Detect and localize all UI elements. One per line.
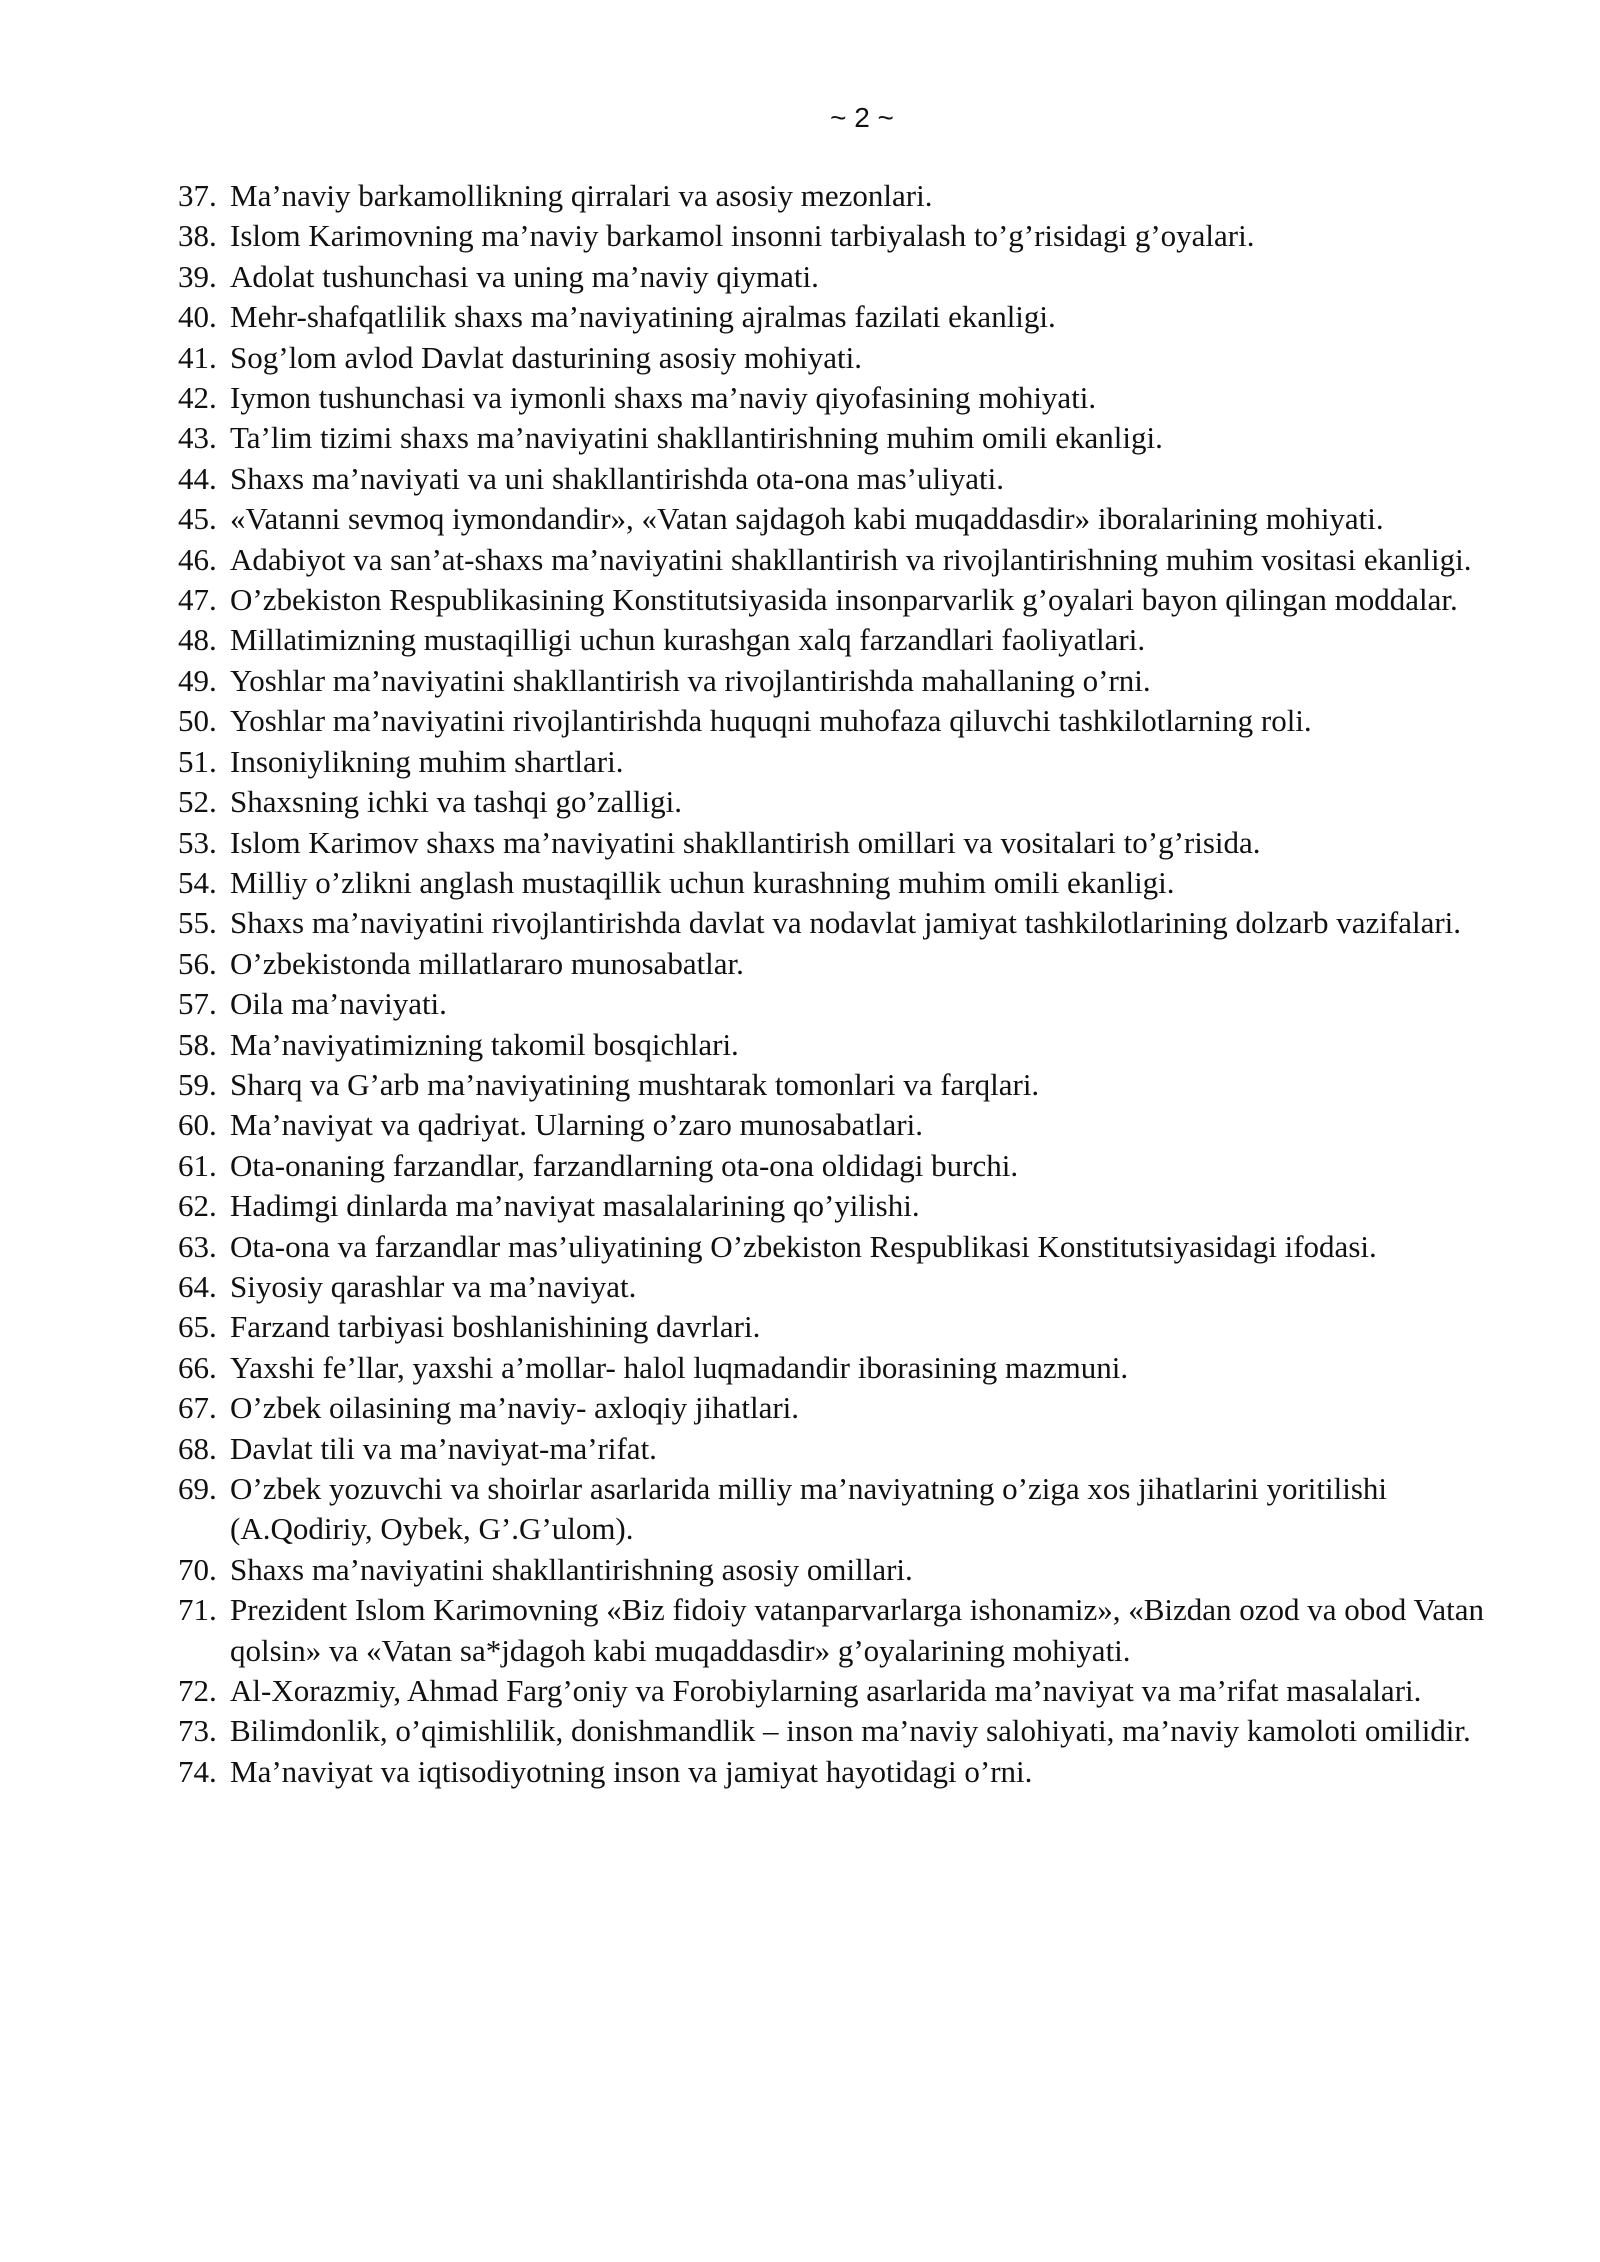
question-number: 72. xyxy=(178,1673,217,1709)
list-item xyxy=(0,944,1600,984)
list-item xyxy=(0,1752,1600,1792)
question-number: 52. xyxy=(178,784,217,820)
question-text: Shaxs ma’naviyatini rivojlantirishda davlat va nodavlat jamiyat tashkilotlarining dolzarb vazifalari. xyxy=(230,905,1462,941)
list-item xyxy=(0,742,1600,782)
list-item xyxy=(0,1469,1600,1550)
question-text: Mehr-shafqatlilik shaxs ma’naviyatining ajralmas fazilati ekanligi. xyxy=(230,299,1056,335)
list-item xyxy=(0,1671,1600,1711)
question-text: Adabiyot va san’at-shaxs ma’naviyatini shakllantirish va rivojlantirishning muhim vositasi ekanligi. xyxy=(230,541,1472,577)
question-number: 64. xyxy=(178,1268,217,1304)
question-text: O’zbek oilasining ma’naviy- axloqiy jihatlari. xyxy=(230,1390,800,1426)
list-item xyxy=(0,216,1600,256)
list-item xyxy=(0,984,1600,1024)
question-number: 68. xyxy=(178,1430,217,1466)
question-text: Farzand tarbiyasi boshlanishining davrlari. xyxy=(230,1309,761,1345)
list-item xyxy=(0,459,1600,499)
question-number: 46. xyxy=(178,541,217,577)
question-text: O’zbekistonda millatlararo munosabatlar. xyxy=(230,945,744,981)
question-number: 65. xyxy=(178,1309,217,1345)
question-text: Yaxshi fe’llar, yaxshi a’mollar- halol luqmadandir iborasining mazmuni. xyxy=(230,1349,1129,1385)
question-number: 62. xyxy=(178,1188,217,1224)
question-number: 63. xyxy=(178,1228,217,1264)
question-text: Al-Xorazmiy, Ahmad Farg’oniy va Forobiylarning asarlarida ma’naviyat va ma’rifat masalalari. xyxy=(230,1673,1422,1709)
list-item xyxy=(0,499,1600,539)
question-number: 61. xyxy=(178,1147,217,1183)
question-text: Ta’lim tizimi shaxs ma’naviyatini shakllantirishning muhim omili ekanligi. xyxy=(230,420,1163,456)
question-text: Adolat tushunchasi va uning ma’naviy qiymati. xyxy=(230,258,819,294)
question-number: 55. xyxy=(178,905,217,941)
question-number: 67. xyxy=(178,1390,217,1426)
question-text: «Vatanni sevmoq iymondandir», «Vatan sajdagoh kabi muqaddasdir» iboralarining mohiyati. xyxy=(230,501,1384,537)
question-text: Iymon tushunchasi va iymonli shaxs ma’naviy qiyofasining mohiyati. xyxy=(230,380,1097,416)
question-number: 60. xyxy=(178,1107,217,1143)
question-text: Sog’lom avlod Davlat dasturining asosiy mohiyati. xyxy=(230,339,862,375)
question-number: 74. xyxy=(178,1753,217,1789)
question-text: Bilimdonlik, o’qimishlilik, donishmandlik – inson ma’naviy salohiyati, ma’naviy kamoloti omilidir. xyxy=(230,1713,1471,1749)
question-text: Ma’naviyat va iqtisodiyotning inson va jamiyat hayotidagi o’rni. xyxy=(230,1753,1033,1789)
list-item xyxy=(0,823,1600,863)
list-item xyxy=(0,1227,1600,1267)
list-item xyxy=(0,1065,1600,1105)
question-text: O’zbekiston Respublikasining Konstitutsiyasida insonparvarlik g’oyalari bayon qilingan moddalar. xyxy=(230,582,1458,618)
question-text: Sharq va G’arb ma’naviyatining mushtarak tomonlari va farqlari. xyxy=(230,1066,1040,1102)
list-item xyxy=(0,176,1600,216)
question-number: 70. xyxy=(178,1551,217,1587)
question-number: 66. xyxy=(178,1349,217,1385)
question-number: 56. xyxy=(178,945,217,981)
list-item xyxy=(0,1711,1600,1751)
question-number: 37. xyxy=(178,178,217,213)
list-item xyxy=(0,1388,1600,1428)
list-item xyxy=(0,580,1600,620)
list-item xyxy=(0,1025,1600,1065)
question-number: 47. xyxy=(178,582,217,618)
question-text: Yoshlar ma’naviyatini rivojlantirishda huquqni muhofaza qiluvchi tashkilotlarning roli. xyxy=(230,703,1312,739)
question-text: Shaxs ma’naviyatini shakllantirishning asosiy omillari. xyxy=(230,1551,913,1587)
question-number: 54. xyxy=(178,864,217,900)
list-item xyxy=(0,1267,1600,1307)
question-number: 49. xyxy=(178,662,217,698)
list-item xyxy=(0,257,1600,297)
list-item xyxy=(0,1429,1600,1469)
question-text: Yoshlar ma’naviyatini shakllantirish va rivojlantirishda mahallaning o’rni. xyxy=(230,662,1151,698)
list-item xyxy=(0,297,1600,337)
list-item xyxy=(0,1105,1600,1145)
question-text: Ma’naviyat va qadriyat. Ularning o’zaro munosabatlari. xyxy=(230,1107,923,1143)
question-number: 59. xyxy=(178,1066,217,1102)
question-number: 48. xyxy=(178,622,217,658)
question-number: 39. xyxy=(178,258,217,294)
page-number: ~ 2 ~ xyxy=(830,102,894,133)
question-number: 71. xyxy=(178,1592,217,1628)
question-number: 38. xyxy=(178,218,217,254)
list-item xyxy=(0,1307,1600,1347)
question-text: Milliy o’zlikni anglash mustaqillik uchun kurashning muhim omili ekanligi. xyxy=(230,864,1175,900)
question-text: Islom Karimov shaxs ma’naviyatini shakllantirish omillari va vositalari to’g’risida. xyxy=(230,824,1261,860)
list-item xyxy=(0,701,1600,741)
question-number: 41. xyxy=(178,339,217,375)
list-item xyxy=(0,1186,1600,1226)
list-item xyxy=(0,903,1600,943)
question-number: 43. xyxy=(178,420,217,456)
question-text: Siyosiy qarashlar va ma’naviyat. xyxy=(230,1268,637,1304)
question-number: 58. xyxy=(178,1026,217,1062)
question-number: 69. xyxy=(178,1471,217,1506)
question-text: Ma’naviy barkamollikning qirralari va asosiy mezonlari. xyxy=(230,178,933,213)
list-item xyxy=(0,620,1600,660)
list-item xyxy=(0,378,1600,418)
question-number: 51. xyxy=(178,743,217,779)
question-number: 57. xyxy=(178,986,217,1022)
question-text: Davlat tili va ma’naviyat-ma’rifat. xyxy=(230,1430,657,1466)
list-item xyxy=(0,540,1600,580)
question-text: Ota-ona va farzandlar mas’uliyatining O’zbekiston Respublikasi Konstitutsiyasidagi ifodasi. xyxy=(230,1228,1377,1264)
question-number: 53. xyxy=(178,824,217,860)
list-item xyxy=(0,1146,1600,1186)
question-number: 42. xyxy=(178,380,217,416)
question-list xyxy=(0,176,1600,1792)
question-text: Islom Karimovning ma’naviy barkamol insonni tarbiyalash to’g’risidagi g’oyalari. xyxy=(230,218,1255,254)
list-item xyxy=(0,1348,1600,1388)
list-item xyxy=(0,338,1600,378)
question-text: Shaxs ma’naviyati va uni shakllantirishda ota-ona mas’uliyati. xyxy=(230,460,1004,496)
list-item xyxy=(0,1550,1600,1590)
list-item xyxy=(0,863,1600,903)
question-text: Ota-onaning farzandlar, farzandlarning ota-ona oldidagi burchi. xyxy=(230,1147,1019,1183)
question-text: Prezident Islom Karimovning «Biz fidoiy vatanparvarlarga ishonamiz», «Bizdan ozod va obod Vatan qolsin» va «Vatan sa*jdagoh kabi muqaddasdir» g’oyalarining mohiyati. xyxy=(230,1592,1485,1668)
list-item xyxy=(0,1590,1600,1671)
question-text: Insoniylikning muhim shartlari. xyxy=(230,743,624,779)
question-number: 50. xyxy=(178,703,217,739)
question-text: Shaxsning ichki va tashqi go’zalligi. xyxy=(230,784,683,820)
question-text: Hadimgi dinlarda ma’naviyat masalalarining qo’yilishi. xyxy=(230,1188,920,1224)
question-number: 73. xyxy=(178,1713,217,1749)
question-number: 40. xyxy=(178,299,217,335)
question-number: 45. xyxy=(178,501,217,537)
question-text: Millatimizning mustaqilligi uchun kurashgan xalq farzandlari faoliyatlari. xyxy=(230,622,1146,658)
list-item xyxy=(0,661,1600,701)
list-item xyxy=(0,418,1600,458)
question-text: Oila ma’naviyati. xyxy=(230,986,447,1022)
question-number: 44. xyxy=(178,460,217,496)
question-text: Ma’naviyatimizning takomil bosqichlari. xyxy=(230,1026,739,1062)
question-text: O’zbek yozuvchi va shoirlar asarlarida milliy ma’naviyatning o’ziga xos jihatlarini yoritilishi (A.Qodiriy, Oybek, G’.G’ulom). xyxy=(230,1471,1388,1547)
list-item xyxy=(0,782,1600,822)
